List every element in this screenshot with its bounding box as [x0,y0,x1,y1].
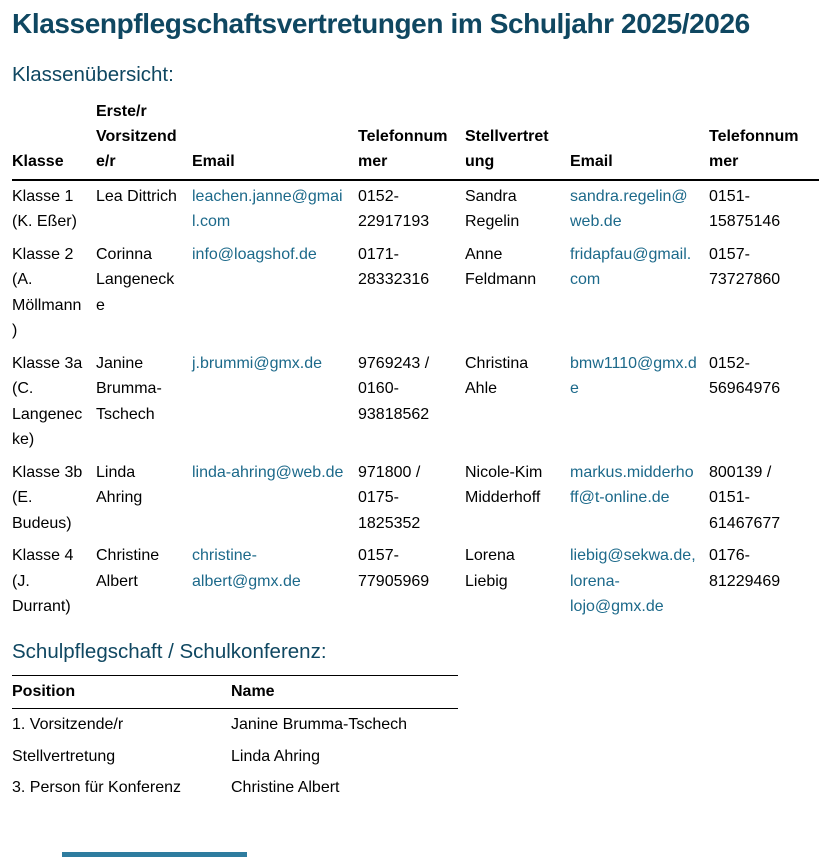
position-cell: 3. Person für Konferenz [12,779,181,797]
committee-row-konferenz [12,772,458,804]
deputy-name-cell: Anne Feldmann [465,245,537,289]
chair-email-cell [192,457,358,541]
deputy-phone-cell: 0157-73727860 [709,245,781,289]
email-link[interactable]: fridapfau@gmail.com [570,245,692,289]
email-link[interactable]: sandra.regelin@web.de [570,187,688,231]
chair-phone-cell: 0157-77905969 [358,547,430,590]
class-cell: Klasse 1 (K. Eßer) [12,187,77,231]
column-header-name: Name [231,676,458,709]
email-link[interactable]: j.brummi@gmx.de [192,354,323,372]
table-row-klasse-3b [12,457,819,541]
column-header-telefon-1: Telefonnummer [358,99,465,180]
deputy-phone-cell: 0152-56964976 [709,354,781,398]
chair-name-cell: Linda Ahring [96,463,143,507]
chair-email-cell [192,239,358,348]
deputy-email-cell [570,348,709,457]
chair-phone-cell: 971800 / 0175-1825352 [358,463,421,532]
chair-phone-cell: 0171-28332316 [358,245,430,289]
deputy-phone-cell: 0151-15875146 [709,187,781,231]
email-link[interactable]: linda-ahring@web.de [192,463,344,481]
deputy-phone-cell: 800139 / 0151-61467677 [709,463,781,532]
deputy-email-cell [570,540,709,624]
committee-header-row [12,676,458,709]
email-link[interactable]: bmw1110@gmx.de [570,354,697,398]
table-row-klasse-1 [12,180,819,239]
class-cell: Klasse 3b (E. Budeus) [12,463,83,532]
column-header-telefon-2: Telefonnummer [709,99,819,180]
class-cell: Klasse 3a (C. Langenecke) [12,354,83,449]
deputy-email-cell [570,180,709,239]
column-header-email-2: Email [570,99,709,180]
class-cell: Klasse 4 (J. Durrant) [12,547,74,616]
column-header-vorsitzende: Erste/r Vorsitzende/r [96,99,192,180]
chair-name-cell: Lea Dittrich [96,187,177,205]
class-cell: Klasse 2 (A. Möllmann) [12,245,82,340]
section-heading-klassenuebersicht: Klassenübersicht: [12,63,174,86]
chair-name-cell: Janine Brumma-Tschech [96,354,162,423]
table-row-klasse-4 [12,540,819,624]
email-link[interactable]: info@loagshof.de [192,245,317,263]
position-cell: 1. Vorsitzende/r [12,716,124,734]
name-cell: Christine Albert [231,779,340,797]
column-header-klasse: Klasse [12,99,96,180]
table-row-klasse-3a [12,348,819,457]
chair-phone-cell: 0152-22917193 [358,187,430,231]
column-header-position: Position [12,676,231,709]
page-title: Klassenpflegschaftsvertretungen im Schuljahr 2025/2026 [12,8,750,39]
chair-name-cell: Christine Albert [96,547,160,590]
committee-row-stellvertretung [12,741,458,773]
chair-email-cell [192,540,358,624]
name-cell: Janine Brumma-Tschech [231,716,408,734]
class-table-header-row [12,99,819,180]
deputy-name-cell: Nicole-Kim Midderhoff [465,463,543,507]
deputy-email-cell [570,457,709,541]
committee-row-vorsitz [12,709,458,741]
column-header-stellvertretung: Stellvertretung [465,99,570,180]
class-overview-table [12,99,819,624]
email-link[interactable]: liebig@sekwa.de, lorena-lojo@gmx.de [570,547,696,616]
table-row-klasse-2 [12,239,819,348]
name-cell: Linda Ahring [231,747,320,765]
deputy-name-cell: Lorena Liebig [465,547,515,590]
chair-phone-cell: 9769243 / 0160-93818562 [358,354,430,423]
chair-email-cell [192,348,358,457]
column-header-email-1: Email [192,99,358,180]
section-heading-schulpflegschaft: Schulpflegschaft / Schulkonferenz: [12,639,327,663]
email-link[interactable]: leachen.janne@gmail.com [192,187,343,231]
position-cell: Stellvertretung [12,747,116,765]
partial-next-heading-bar [62,852,247,857]
email-link[interactable]: christine-albert@gmx.de [192,547,301,590]
email-link[interactable]: markus.midderhoff@t-online.de [570,463,694,507]
chair-name-cell: Corinna Langenecke [96,245,175,314]
deputy-phone-cell: 0176-81229469 [709,547,781,590]
deputy-name-cell: Christina Ahle [465,354,529,398]
deputy-name-cell: Sandra Regelin [465,187,520,231]
committee-table [12,675,458,804]
chair-email-cell [192,180,358,239]
deputy-email-cell [570,239,709,348]
